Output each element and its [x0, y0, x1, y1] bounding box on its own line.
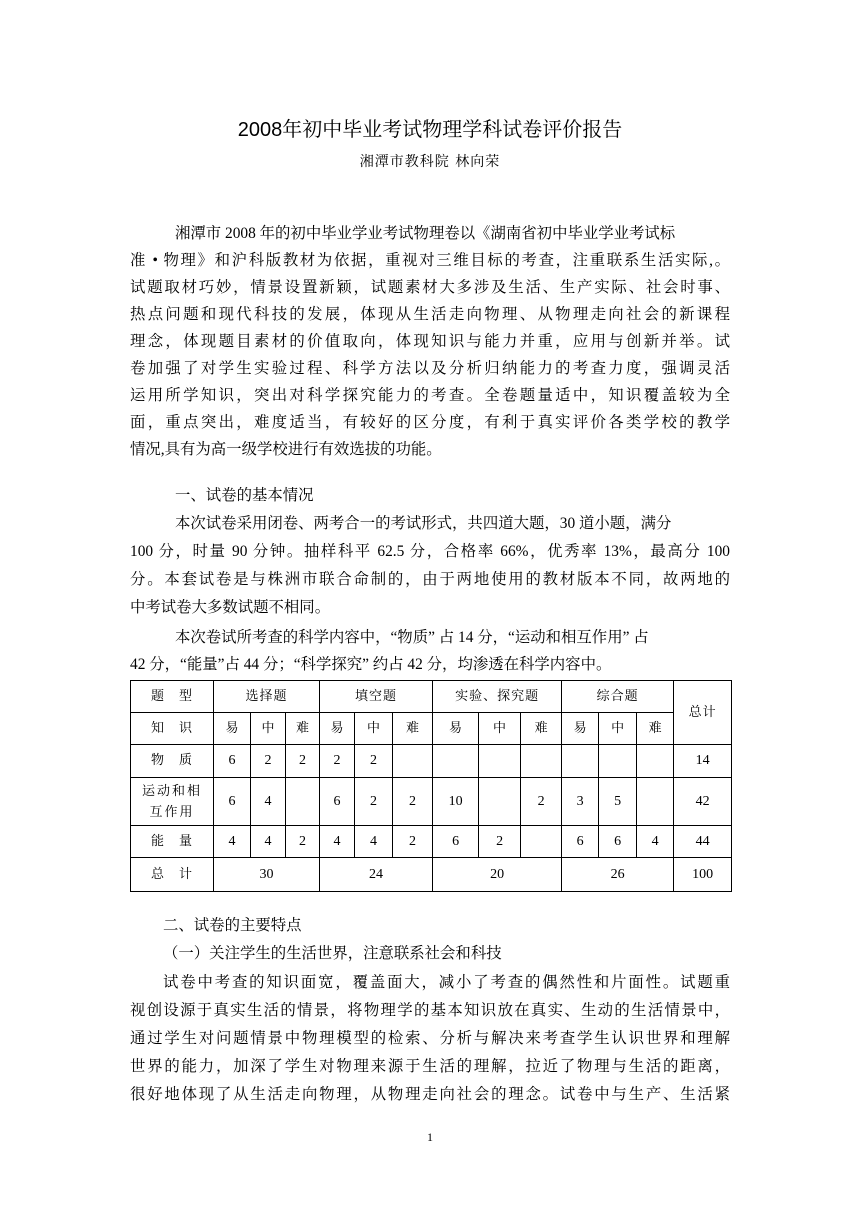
row-label: 物 质 [131, 745, 214, 778]
paragraph-line: 本次卷试所考查的科学内容中，“物质” 占 14 分，“运动和相互作用” 占 [175, 629, 649, 646]
table-cell [637, 778, 674, 826]
row-label: 运动和相互作用 [131, 778, 214, 826]
level-easy: 易 [320, 713, 355, 745]
table-row [131, 778, 732, 826]
table-cell [479, 778, 521, 826]
table-cell: 5 [599, 778, 637, 826]
paragraph-line: 面，重点突出，难度适当，有较好的区分度，有利于真实评价各类学校的教学 [130, 414, 730, 431]
group-total: 30 [214, 858, 320, 892]
table-cell [562, 745, 599, 778]
table-cell: 6 [599, 826, 637, 858]
paragraph-line: 卷加强了对学生实验过程、科学方法以及分析归纳能力的考查力度，强调灵活 [130, 360, 730, 377]
table-cell: 4 [355, 826, 393, 858]
row-label: 能 量 [131, 826, 214, 858]
group-total: 24 [320, 858, 433, 892]
paragraph-line: 湘潭市 2008 年的初中毕业学业考试物理卷以《湖南省初中毕业学业考试标 [175, 225, 676, 242]
paragraph-line: 试题取材巧妙，情景设置新颖，试题素材大多涉及生活、生产实际、社会时事、 [130, 279, 730, 296]
section-heading: 二、试卷的主要特点 [163, 917, 302, 934]
table-cell [479, 745, 521, 778]
table-cell: 2 [251, 745, 286, 778]
table-cell: 4 [637, 826, 674, 858]
table-cell: 10 [433, 778, 479, 826]
table-group-header: 填空题 [320, 681, 433, 713]
section-heading: 一、试卷的基本情况 [175, 487, 314, 504]
table-cell: 4 [251, 778, 286, 826]
table-cell: 6 [214, 745, 251, 778]
level-easy: 易 [214, 713, 251, 745]
paragraph-line: 本次试卷采用闭卷、两考合一的考试形式，共四道大题，30 道小题，满分 [175, 515, 672, 532]
table-group-header: 综合题 [562, 681, 674, 713]
table-cell: 2 [355, 778, 393, 826]
table-cell [286, 778, 320, 826]
level-hard: 难 [637, 713, 674, 745]
table-cell: 2 [286, 826, 320, 858]
table-cell: 2 [320, 745, 355, 778]
paragraph-line: 世界的能力，加深了学生对物理来源于生活的理解，拉近了物理与生活的距离， [130, 1058, 730, 1075]
paragraph-line: 中考试卷大多数试题不相同。 [130, 599, 331, 616]
table-group-header: 选择题 [214, 681, 320, 713]
level-medium: 中 [355, 713, 393, 745]
table-corner-type: 题 型 [131, 681, 214, 713]
level-hard: 难 [286, 713, 320, 745]
level-hard: 难 [393, 713, 433, 745]
level-medium: 中 [251, 713, 286, 745]
paragraph-line: 情况,具有为高一级学校进行有效选拔的功能。 [130, 441, 442, 458]
level-hard: 难 [521, 713, 562, 745]
grand-total: 100 [674, 858, 732, 892]
table-cell: 2 [393, 826, 433, 858]
paragraph-line: 运用所学知识，突出对科学探究能力的考查。全卷题量适中，知识覆盖较为全 [130, 387, 730, 404]
table-row [131, 745, 732, 778]
table-cell: 6 [433, 826, 479, 858]
score-distribution-table [130, 680, 732, 892]
paragraph-line: 42 分，“能量”占 44 分；“科学探究” 约占 42 分，均渗透在科学内容中。 [130, 656, 612, 673]
table-cell: 6 [562, 826, 599, 858]
paragraph-line: 准 • 物理》和沪科版教材为依据，重视对三维目标的考查，注重联系生活实际,。 [130, 252, 730, 269]
level-medium: 中 [599, 713, 637, 745]
document-author: 湘潭市教科院 林向荣 [359, 154, 501, 170]
table-cell: 6 [214, 778, 251, 826]
paragraph-line: 理念，体现题目素材的价值取向，体现知识与能力并重，应用与创新并举。试 [130, 333, 730, 350]
paragraph-line: 试卷中考查的知识面宽，覆盖面大，减小了考查的偶然性和片面性。试题重 [163, 974, 730, 991]
table-cell: 4 [320, 826, 355, 858]
group-total: 26 [562, 858, 674, 892]
group-total: 20 [433, 858, 562, 892]
table-cell: 2 [521, 778, 562, 826]
table-corner-knowledge: 知 识 [131, 713, 214, 745]
row-total: 14 [674, 745, 732, 778]
paragraph-line: 视创设源于真实生活的情景，将物理学的基本知识放在真实、生动的生活情景中， [130, 1002, 730, 1019]
document-title: 2008年初中毕业考试物理学科试卷评价报告 [237, 119, 623, 141]
table-cell: 6 [320, 778, 355, 826]
page-number: 1 [427, 1130, 433, 1144]
table-cell [637, 745, 674, 778]
table-cell: 4 [251, 826, 286, 858]
table-cell: 2 [393, 778, 433, 826]
table-cell: 2 [479, 826, 521, 858]
level-easy: 易 [562, 713, 599, 745]
table-totals-row [131, 858, 732, 892]
paragraph-line: 很好地体现了从生活走向物理，从物理走向社会的理念。试卷中与生产、生活紧 [130, 1086, 730, 1103]
table-cell [521, 745, 562, 778]
table-group-header: 实验、探究题 [433, 681, 562, 713]
table-row [131, 826, 732, 858]
paragraph-line: 100 分，时量 90 分钟。抽样科平 62.5 分，合格率 66%，优秀率 13%，最高分 100 [130, 543, 730, 560]
level-easy: 易 [433, 713, 479, 745]
paragraph-line: 分。本套试卷是与株洲市联合命制的，由于两地使用的教材版本不同，故两地的 [130, 571, 730, 588]
row-total: 42 [674, 778, 732, 826]
subsection-heading: （一）关注学生的生活世界，注意联系社会和科技 [163, 945, 502, 962]
table-cell [521, 826, 562, 858]
paragraph-line: 通过学生对问题情景中物理模型的检索、分析与解决来考查学生认识世界和理解 [130, 1030, 730, 1047]
table-total-header: 总计 [674, 681, 732, 745]
table-cell: 3 [562, 778, 599, 826]
table-cell [393, 745, 433, 778]
table-cell: 2 [286, 745, 320, 778]
row-total: 44 [674, 826, 732, 858]
table-cell: 4 [214, 826, 251, 858]
table-cell [433, 745, 479, 778]
level-medium: 中 [479, 713, 521, 745]
paragraph-line: 热点问题和现代科技的发展，体现从生活走向物理、从物理走向社会的新课程 [130, 306, 730, 323]
table-cell [599, 745, 637, 778]
row-label: 总 计 [131, 858, 214, 892]
table-cell: 2 [355, 745, 393, 778]
